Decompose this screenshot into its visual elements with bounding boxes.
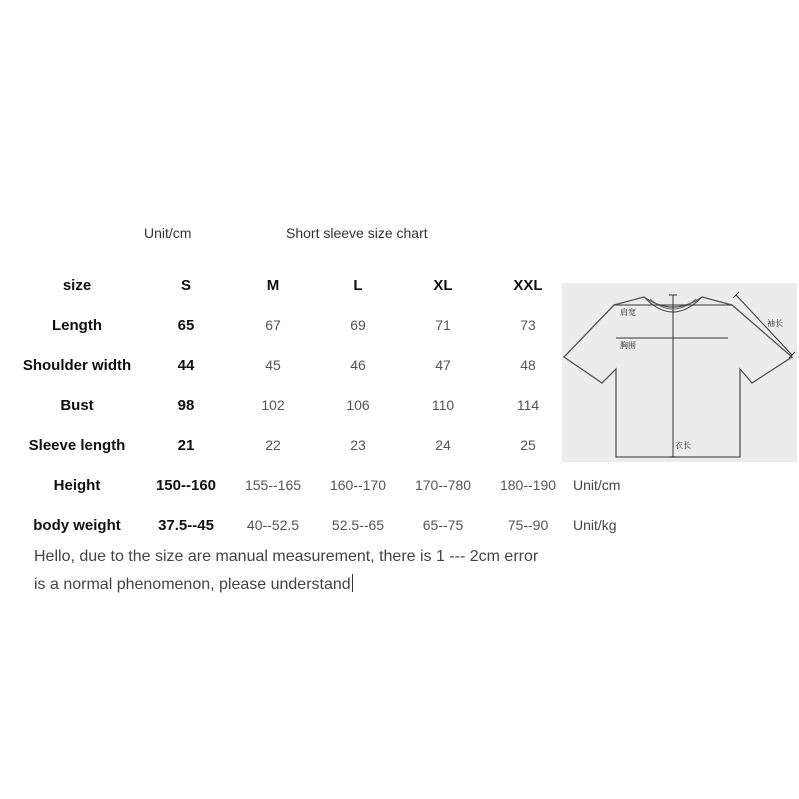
note-line-2-text: is a normal phenomenon, please understand: [34, 576, 351, 593]
tshirt-measurement-diagram: [562, 283, 797, 462]
table-cell: 160--170: [329, 477, 387, 493]
table-cell: 75--90: [507, 517, 549, 533]
table-cell: 150--160: [155, 477, 217, 494]
table-cell: 71: [435, 317, 451, 333]
chest-label: 胸围: [620, 341, 636, 350]
table-cell: 67: [265, 317, 281, 333]
row-label-length: Length: [52, 317, 102, 334]
table-cell: 65: [177, 317, 195, 334]
table-cell: 155--165: [244, 477, 302, 493]
table-cell: 48: [520, 357, 536, 373]
column-header-m: M: [266, 277, 280, 294]
sleeve-label: 袖长: [767, 319, 783, 328]
column-header-xxl: XXL: [513, 277, 543, 294]
shoulder-width-label: 肩宽: [620, 308, 636, 317]
column-header-xl: XL: [433, 277, 453, 294]
unit-cm-label: Unit/cm: [573, 477, 621, 493]
column-header-s: S: [180, 277, 191, 294]
table-cell: 52.5--65: [331, 517, 385, 533]
unit-label: Unit/cm: [144, 225, 192, 241]
table-cell: 69: [350, 317, 366, 333]
length-label: 衣长: [675, 441, 691, 450]
row-label-bust: Bust: [60, 397, 94, 414]
table-cell: 102: [261, 397, 285, 413]
note-line-2: [34, 574, 353, 594]
tshirt-outline-icon: [562, 283, 797, 462]
table-cell: 180--190: [499, 477, 557, 493]
table-cell: 46: [350, 357, 366, 373]
table-cell: 24: [435, 437, 451, 453]
chart-title: Short sleeve size chart: [286, 225, 428, 241]
table-cell: 110: [431, 397, 455, 413]
table-cell: 25: [520, 437, 536, 453]
column-header-size: size: [62, 277, 92, 294]
column-header-l: L: [353, 277, 363, 294]
table-cell: 170--780: [414, 477, 472, 493]
table-cell: 23: [350, 437, 366, 453]
table-cell: 44: [177, 357, 195, 374]
table-cell: 40--52.5: [246, 517, 300, 533]
table-cell: 65--75: [422, 517, 464, 533]
row-label-body-weight: body weight: [33, 517, 121, 534]
table-cell: 114: [516, 397, 540, 413]
table-cell: 37.5--45: [158, 517, 214, 534]
note-line-1: Hello, due to the size are manual measurement, there is 1 --- 2cm error: [34, 548, 539, 565]
table-cell: 21: [177, 437, 195, 454]
table-cell: 47: [435, 357, 451, 373]
row-label-sleeve-length: Sleeve length: [28, 437, 126, 454]
unit-kg-label: Unit/kg: [573, 517, 617, 533]
table-cell: 22: [265, 437, 281, 453]
row-label-shoulder-width: Shoulder width: [22, 357, 132, 374]
table-cell: 73: [520, 317, 536, 333]
text-caret: [352, 574, 353, 592]
row-label-height: Height: [53, 477, 101, 494]
table-cell: 45: [265, 357, 281, 373]
table-cell: 98: [177, 397, 195, 414]
table-cell: 106: [346, 397, 370, 413]
